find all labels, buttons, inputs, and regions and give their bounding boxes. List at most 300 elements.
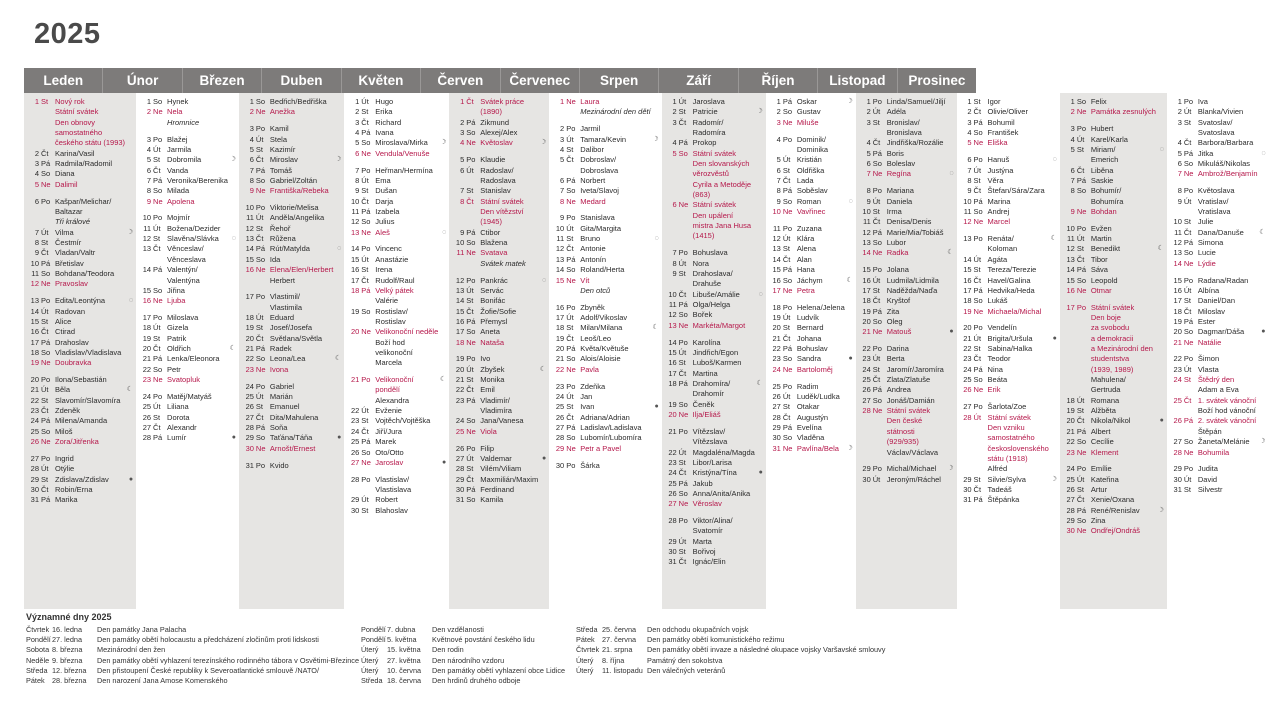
day-entry [1170,217,1267,227]
day-entry [452,427,547,437]
day-entry [769,224,854,234]
day-text: Patrik [167,333,187,343]
day-number: 7 [355,165,360,175]
day-number: 18 [30,347,39,357]
day-number: 14 [455,296,465,306]
weekday-abbr: So [566,433,576,443]
day-number: 28 [245,422,254,432]
day-entry [1063,303,1165,313]
weekday-abbr: So [41,347,51,357]
day-entry [769,276,854,286]
day-entry [859,317,955,327]
day-text: Věnceslav/ [167,244,204,254]
weekday-abbr: Pá [466,227,476,237]
day-text: Oto/Otto [375,447,404,457]
day-number: 1 [776,97,781,106]
day-text: Státní svátek [987,412,1031,422]
weekday-abbr: St [566,234,574,244]
day-entry [1063,485,1165,495]
legend-column-2 [361,625,576,686]
day-entry [552,334,659,344]
day-number: 22 [963,344,972,354]
day-number: 20 [142,344,152,354]
weekday-abbr: St [1076,485,1084,495]
day-text: Patricie [692,107,718,117]
legend-row [26,676,361,686]
day-entry [1063,448,1165,458]
moon-phase-icon: ☾ [652,324,659,332]
day-entry [769,207,854,217]
day-number: 21 [555,354,565,364]
day-entry [769,286,854,296]
legend-row [26,635,361,645]
weekday-abbr: Pá [41,337,51,347]
weekday-abbr: Út [255,391,264,401]
weekday-abbr: Út [1183,196,1192,206]
day-note [960,433,1058,443]
weekday-abbr: St [1183,375,1191,385]
day-text: Kateřina [1090,474,1119,484]
day-number: 9 [460,227,465,237]
moon-phase-icon: ● [1159,417,1164,425]
day-entry [1063,526,1165,536]
day-number: 17 [668,368,677,378]
day-number: 29 [668,536,677,546]
weekday-abbr: St [255,144,264,154]
weekday-abbr: Pá [41,258,51,268]
day-entry [27,475,134,485]
weekday-abbr: So [361,138,371,148]
day-entry [769,392,854,402]
day-entry [452,396,547,406]
day-note [347,338,447,348]
day-number: 26 [30,437,39,447]
day-text: Ivo [480,354,491,364]
weekday-abbr: St [255,323,264,333]
day-number: 22 [30,395,39,405]
weekday-abbr: So [466,416,476,426]
day-text: 2. svátek vánoční [1197,416,1257,426]
day-text: Justýna [987,165,1014,175]
day-text: Státní svátek [886,406,931,416]
day-text: Heřman/Hermína [375,165,433,175]
legend-weekday: Úterý [361,655,379,665]
day-text: Kazimír [269,144,296,154]
day-text: Svatopluk [167,375,200,385]
day-number: 3 [776,117,781,127]
day-text: Vít [580,275,590,285]
weekday-abbr: Ne [973,385,984,395]
weekday-abbr: So [41,426,51,436]
day-number: 17 [963,285,972,295]
moon-phase-icon: ☽ [756,108,763,116]
day-text: Artur [1090,485,1108,495]
weekday-abbr: Po [41,196,51,206]
day-number: 20 [555,344,565,354]
day-text: Ignác/Elin [692,557,726,567]
day-entry [347,255,447,265]
day-number: 17 [1066,302,1075,312]
weekday-abbr: Út [466,364,474,374]
weekday-abbr: So [466,327,476,337]
weekday-abbr: Po [153,391,163,401]
day-entry [769,354,854,364]
day-text: Radomíra [692,128,726,138]
day-entry [769,197,854,207]
day-entry [1170,327,1267,337]
weekday-abbr: So [41,269,51,278]
day-entry [139,423,237,433]
day-text: Havel/Galina [987,275,1031,285]
day-number: 30 [455,485,465,495]
day-number: 9 [560,213,565,223]
moon-phase-icon: ☾ [539,365,547,373]
day-entry [27,348,134,358]
day-number: 8 [34,237,39,247]
weekday-abbr: Út [1183,364,1192,374]
weekday-abbr: St [782,402,790,412]
legend-date: 12. března [52,665,87,675]
moon-phase-icon: ☾ [756,379,763,387]
day-entry [859,354,955,364]
month-header-3: Duben [262,68,341,93]
legend-weekday: Čtvrtek [576,645,600,655]
day-entry [27,279,134,289]
day-number: 18 [555,323,565,333]
day-entry [665,310,764,320]
weekday-abbr: Ne [1076,526,1087,536]
day-entry [1063,186,1165,196]
day-text: Apolena [167,196,195,206]
day-entry [452,197,547,207]
day-number: 9 [866,196,871,206]
day-entry [27,259,134,269]
weekday-abbr: Ne [566,196,576,206]
day-number: 5 [1177,148,1182,158]
day-number: 18 [1066,395,1075,405]
day-number: 24 [963,364,972,374]
day-note [1063,385,1165,395]
weekday-abbr: Pá [973,196,983,206]
weekday-abbr: Ne [255,107,266,117]
day-entry [27,317,134,327]
day-number: 21 [668,426,677,436]
day-entry [552,265,659,275]
day-text: Denisa/Denis [886,217,932,227]
weekday-abbr: Po [466,155,476,165]
weekday-abbr: St [466,464,474,474]
day-entry [452,464,547,474]
weekday-abbr: St [41,97,49,106]
day-text: Herbert [269,275,295,285]
day-entry [452,327,547,337]
moon-phase-icon: ◌ [128,297,134,305]
day-entry [452,155,547,165]
day-number: 10 [668,289,677,299]
legend-weekday: Neděle [26,655,50,665]
day-entry [1063,97,1165,107]
day-entry [347,307,447,317]
day-number: 30 [668,547,677,557]
weekday-abbr: St [255,402,264,412]
day-entry [452,296,547,306]
day-text: Bartoloměj [796,364,833,374]
day-number: 19 [555,333,565,343]
day-text: Bohuslava [692,248,728,258]
weekday-abbr: Pá [153,354,163,364]
day-number: 31 [455,495,465,505]
weekday-abbr: Po [361,165,371,175]
day-number: 7 [34,227,39,237]
weekday-abbr: Pá [782,186,792,196]
day-number: 16 [142,296,152,306]
day-entry [139,323,237,333]
weekday-abbr: Ne [973,138,984,148]
day-text: Lubor [886,237,906,247]
day-number: 21 [963,333,972,343]
day-text: Ingrid [55,454,74,463]
day-entry [452,238,547,248]
legend-weekday: Úterý [361,645,379,655]
day-number: 13 [245,234,254,244]
day-number: 2 [560,124,565,134]
weekday-abbr: So [1183,159,1194,169]
day-text: Regína [886,169,911,179]
day-number: 24 [455,416,465,426]
weekday-abbr: Po [566,460,576,470]
day-entry [347,207,447,217]
day-text: Květoslav [480,138,513,148]
day-entry [960,475,1058,485]
day-number: 3 [560,134,565,144]
weekday-abbr: Čt [466,474,474,484]
day-number: 4 [249,134,254,144]
day-entry [769,265,854,275]
day-number: 1 [967,97,972,106]
day-text: Dobroslav/ [580,155,617,165]
day-number: 28 [142,433,152,443]
day-number: 4 [1070,134,1075,144]
weekday-abbr: Čt [872,138,881,148]
day-entry [347,506,447,516]
day-number: 19 [668,399,677,409]
weekday-abbr: Út [1183,285,1192,295]
day-entry [665,410,764,420]
day-number: 10 [963,196,972,206]
day-text: Iva [1197,97,1208,106]
day-entry [769,186,854,196]
day-text: Boleslav [886,159,916,169]
weekday-abbr: Pá [361,206,371,216]
day-number: 7 [460,186,465,196]
day-entry [347,118,447,128]
day-entry [1170,485,1267,495]
day-entry [665,479,764,489]
weekday-abbr: Čt [973,107,982,117]
day-entry [452,97,547,107]
day-text: Albína [1197,285,1220,295]
day-text: Eduard [269,313,295,323]
weekday-abbr: St [466,186,474,196]
weekday-abbr: St [41,316,49,326]
day-text: Drahomír [692,389,724,399]
day-text: Soňa [269,422,288,432]
day-number: 19 [142,333,152,343]
day-entry [1170,296,1267,306]
day-text: Baltazar [55,206,83,216]
day-entry [552,197,659,207]
day-entry [452,286,547,296]
day-text: za svobodu [1090,323,1130,333]
day-number: 3 [967,117,972,127]
day-number: 12 [772,234,781,244]
legend-weekday: Pátek [576,635,595,645]
day-note [1063,323,1165,333]
month-column-11 [1167,93,1269,609]
day-text: Soběslav [796,186,828,196]
day-entry [960,255,1058,265]
day-text: Antonín [580,254,607,264]
day-text: Nora [692,258,709,268]
day-text: Simona [1197,237,1224,247]
day-number: 13 [555,254,565,264]
day-text: Otýlie [55,464,75,474]
day-entry [1063,166,1165,176]
day-number: 13 [30,296,39,306]
day-text: Ctibor [480,227,501,237]
day-text: věrozvěstů [692,169,729,179]
day-entry [347,427,447,437]
day-note [1063,155,1165,165]
weekday-abbr: Pá [361,128,371,138]
day-entry [859,97,955,107]
weekday-abbr: Ne [678,320,689,330]
day-entry [859,327,955,337]
legend-date: 15. května [387,645,421,655]
weekday-abbr: Pá [1076,426,1087,436]
weekday-abbr: So [1076,186,1087,196]
day-text: Radoslav/ [480,165,514,175]
weekday-abbr: Pá [678,378,688,388]
day-entry [960,402,1058,412]
day-number: 8 [866,186,871,196]
moon-phase-icon: ◌ [949,170,954,178]
weekday-abbr: Čt [153,165,161,175]
weekday-abbr: Út [361,97,369,106]
day-text: Bohumil [987,117,1015,127]
day-text: Ester [1197,316,1216,326]
day-number: 30 [350,505,360,515]
day-entry [769,382,854,392]
day-number: 24 [862,364,871,374]
day-entry [452,385,547,395]
day-text: Prokop [692,138,717,148]
weekday-abbr: Út [872,196,881,206]
weekday-abbr: So [41,169,51,179]
day-entry [1170,464,1267,474]
month-header-2: Březen [183,68,262,93]
day-text: Markéta/Margot [692,320,746,330]
weekday-abbr: Čt [361,117,369,127]
legend-date: 7. dubna [387,625,416,634]
day-entry [139,213,237,223]
day-text: Liběna [1090,165,1114,175]
day-text: Jarmil [580,124,601,134]
day-entry [665,321,764,331]
day-number: 16 [1066,285,1075,295]
day-text: Oskar [796,97,817,106]
weekday-abbr: Čt [872,296,881,306]
weekday-abbr: Čt [41,485,49,495]
day-number: 4 [34,169,39,179]
day-entry [1170,149,1267,159]
weekday-abbr: St [678,269,686,278]
moon-phase-icon: ☽ [1050,475,1057,483]
day-text: Gertruda [1090,385,1121,395]
day-entry [27,454,134,464]
weekday-abbr: Út [1076,234,1085,244]
day-entry [242,344,342,354]
weekday-abbr: Út [872,354,881,364]
day-number: 21 [455,375,465,385]
legend-description: Den přistoupení České republiky k Severoatlantické smlouvě /NATO/ [97,665,319,675]
day-entry [27,385,134,395]
day-text: Ljuba [167,296,186,306]
day-text: Vratislav/ [1197,196,1229,206]
day-number: 20 [862,316,871,326]
day-number: 26 [455,443,465,453]
day-number: 1 [355,97,360,106]
day-text: Marcela [375,358,402,368]
weekday-abbr: Čt [1183,395,1192,405]
weekday-abbr: Čt [566,333,574,343]
day-number: 12 [555,244,565,254]
day-number: 30 [245,443,254,453]
day-entry [139,166,237,176]
day-entry [27,159,134,169]
day-text: Helena/Jelena [796,302,845,312]
day-number: 27 [455,454,465,463]
day-text: Darja [375,196,394,206]
day-text: Státní svátek [692,200,737,210]
day-number: 25 [862,375,871,385]
day-number: 3 [866,117,871,127]
weekday-abbr: Čt [566,155,574,165]
day-entry [960,385,1058,395]
moon-phase-icon: ● [758,469,763,477]
day-text: Lubomír/Lubomíra [580,433,642,443]
day-text: Martina [692,368,718,378]
weekday-abbr: Út [153,223,161,233]
day-text: Kryštof [886,296,911,306]
day-number: 6 [672,200,677,210]
day-number: 9 [34,248,39,258]
weekday-abbr: Út [466,454,474,463]
moon-phase-icon: ☾ [947,249,954,257]
day-text: Miloš [55,426,73,436]
day-number: 17 [1173,296,1182,306]
legend-description: Den narození Jana Amose Komenského [97,676,228,686]
day-entry [1170,169,1267,179]
day-text: Ilona/Sebastián [55,375,107,385]
weekday-abbr: So [361,217,371,227]
day-number: 24 [30,416,39,426]
day-number: 27 [772,402,781,412]
weekday-abbr: Pá [678,138,688,148]
day-entry [859,159,955,169]
moon-phase-icon: ☽ [1157,506,1164,514]
weekday-abbr: Ne [1183,447,1194,457]
